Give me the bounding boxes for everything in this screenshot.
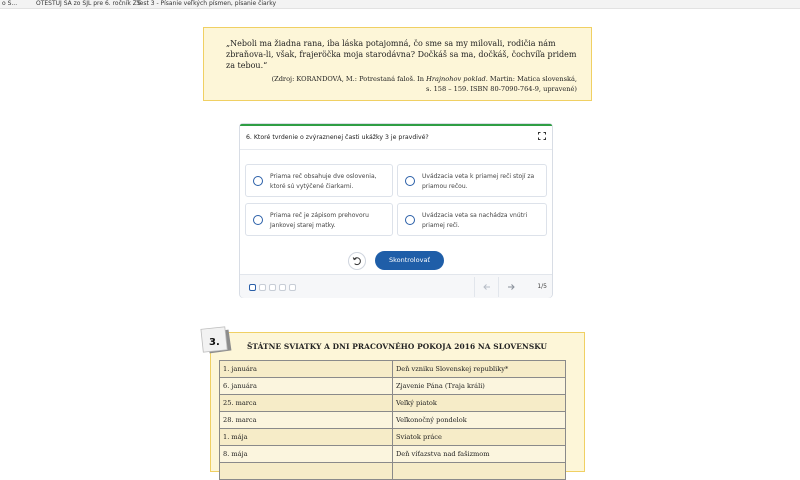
quote-text: „Neboli ma žiadna rana, iba láska potajomná, čo sme sa my milovali, rodičia nám zbraňova-li, však, frajeröčka moja starodávna? Dočkáš sa ma, dočkáš, čochvíľa pridem za tebou.“: [226, 39, 577, 70]
date-cell: [220, 463, 393, 480]
option-text: Priama reč obsahuje dve oslovenia, ktoré sú vytýčené čiarkami.: [270, 173, 377, 190]
date-cell: 25. marca: [220, 395, 393, 412]
holiday-cell: [393, 463, 566, 480]
table-row: [220, 463, 566, 480]
quote-box: [203, 27, 592, 101]
reset-icon: [348, 252, 366, 270]
radio-button[interactable]: [253, 215, 263, 225]
date-cell: 28. marca: [220, 412, 393, 429]
date-cell: 6. januára: [220, 378, 393, 395]
option-text: Uvádzacia veta k priamej reči stojí za priamou rečou.: [422, 173, 535, 190]
source-title: Hrajnohov poklad: [426, 75, 486, 83]
question-dot[interactable]: [269, 284, 276, 291]
answer-option[interactable]: [397, 164, 547, 197]
radio-button[interactable]: [405, 215, 415, 225]
browser-tab-bar: [0, 0, 800, 9]
date-cell: 8. mája: [220, 446, 393, 463]
fullscreen-icon[interactable]: [538, 132, 546, 140]
answer-option[interactable]: [397, 203, 547, 236]
holiday-cell: Deň víťazstva nad fašizmom: [393, 446, 566, 463]
quiz-footer: [240, 274, 552, 298]
radio-button[interactable]: [405, 176, 415, 186]
badge-number: 3.: [209, 337, 220, 348]
date-cell: 1. mája: [220, 429, 393, 446]
answer-option[interactable]: [245, 164, 393, 197]
browser-tab[interactable]: OTESTUJ SA zo SJL pre 6. ročník ZŠ: [36, 0, 141, 7]
holiday-cell: Deň vzniku Slovenskej republiky*: [393, 361, 566, 378]
reset-button[interactable]: [348, 252, 366, 270]
table-row: [220, 378, 566, 395]
holiday-cell: Veľký piatok: [393, 395, 566, 412]
arrow-right-icon: [499, 277, 523, 297]
holiday-cell: Zjavenie Pána (Traja králi): [393, 378, 566, 395]
question-counter: 1/5: [537, 283, 547, 290]
table-row: [220, 429, 566, 446]
source-prefix: (Zdroj: KORANDOVÁ, M.: Potrestaná faloš. In: [271, 75, 427, 83]
table-row: [220, 446, 566, 463]
holiday-cell: Sviatok práce: [393, 429, 566, 446]
quote-source: [226, 75, 577, 94]
table-row: [220, 395, 566, 412]
question-dot[interactable]: [279, 284, 286, 291]
previous-button[interactable]: [474, 277, 498, 297]
next-button[interactable]: [498, 277, 522, 297]
option-text: Uvádzacia veta sa nachádza vnútri priamej reči.: [422, 212, 528, 229]
section-badge: [198, 324, 234, 356]
answer-option[interactable]: [245, 203, 393, 236]
browser-tab[interactable]: Test 3 - Písanie veľkých písmen, písanie čiarky: [137, 0, 277, 7]
arrow-left-icon: [475, 277, 499, 297]
question-dot[interactable]: [289, 284, 296, 291]
quiz-widget: [239, 123, 553, 298]
question-dot[interactable]: [249, 284, 256, 291]
date-cell: 1. januára: [220, 361, 393, 378]
holiday-cell: Veľkonočný pondelok: [393, 412, 566, 429]
holiday-table: [219, 360, 566, 480]
table-row: [220, 412, 566, 429]
browser-tab[interactable]: o S...: [2, 0, 18, 7]
question-dot[interactable]: [259, 284, 266, 291]
question-text: 6. Ktoré tvrdenie o zvýraznenej časti ukážky 3 je pravdivé?: [246, 134, 429, 141]
table-row: [220, 361, 566, 378]
holiday-panel: [210, 332, 585, 472]
quiz-header: [240, 126, 552, 150]
check-button[interactable]: Skontrolovať: [375, 251, 444, 270]
holiday-title: ŠTÁTNE SVIATKY A DNI PRACOVNÉHO POKOJA 2016 NA SLOVENSKU: [247, 342, 548, 351]
radio-button[interactable]: [253, 176, 263, 186]
source-line2: s. 158 – 159. ISBN 80-7090-764-9, upravené): [426, 84, 577, 93]
option-text: Priama reč je zápisom prehovoru Jankovej starej matky.: [270, 212, 369, 229]
source-suffix: . Martin: Matica slovenská,: [485, 75, 577, 83]
